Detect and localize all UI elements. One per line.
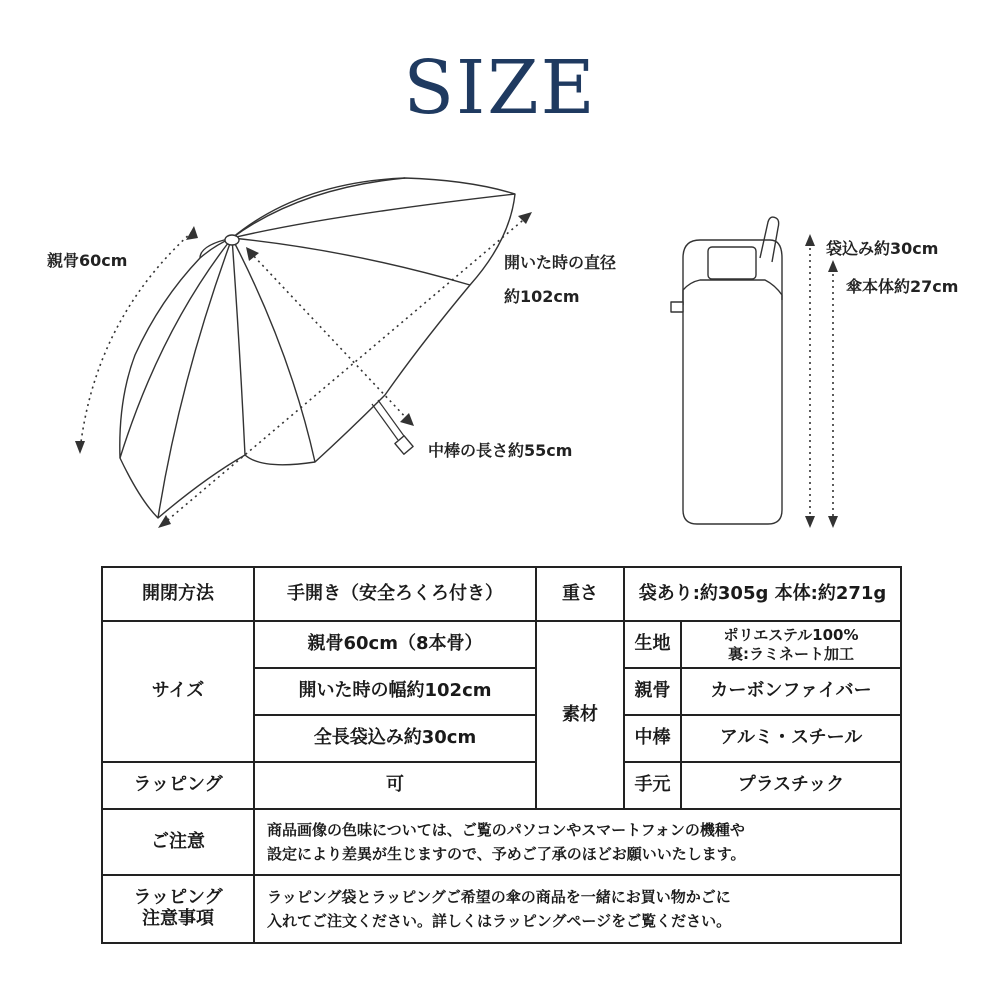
fabric-value-line1: ポリエステル100% <box>723 625 859 644</box>
wrap-notes-line2: 入れてご注文ください。詳しくはラッピングページをご覧ください。 <box>267 912 732 930</box>
wrap-notes-label <box>102 875 254 943</box>
wrap-notes-line1: ラッピング袋とラッピングご希望の傘の商品を一緒にお買い物かごに <box>267 888 731 906</box>
diameter-label-line2: 約102cm <box>504 287 580 306</box>
umbrella-icon <box>120 178 515 518</box>
shaft-length-arrow <box>250 252 410 422</box>
size-width-value: 開いた時の幅約102cm <box>254 668 536 715</box>
material-label: 素材 <box>536 621 624 809</box>
notice-line1: 商品画像の色味については、ご覧のパソコンやスマートフォンの機種や <box>267 821 745 839</box>
wrapping-value: 可 <box>254 762 536 809</box>
wrap-notes-label-line2: 注意事項 <box>142 908 214 929</box>
shaft-material-value: アルミ・スチール <box>681 715 901 762</box>
with-bag-label: 袋込み約30cm <box>826 239 939 258</box>
table-row <box>102 621 901 668</box>
open-method-value: 手開き（安全ろくろ付き） <box>254 567 536 621</box>
handle-material-value: プラスチック <box>681 762 901 809</box>
size-label: サイズ <box>102 621 254 762</box>
page-title: SIZE <box>403 45 597 131</box>
notice-line2: 設定により差異が生じますので、予めご了承のほどお願いいたします。 <box>267 845 746 863</box>
wrap-notes-text <box>254 875 901 943</box>
weight-label: 重さ <box>536 567 624 621</box>
body-length-label: 傘本体約27cm <box>846 277 959 296</box>
rib-material-value: カーボンファイバー <box>681 668 901 715</box>
wrap-notes-label-line1: ラッピング <box>133 887 223 909</box>
shaft-length-label: 中棒の長さ約55cm <box>428 441 573 460</box>
diameter-arrow <box>163 216 528 524</box>
notice-label: ご注意 <box>102 809 254 875</box>
size-length-value: 全長袋込み約30cm <box>254 715 536 762</box>
folded-umbrella-icon <box>671 217 782 524</box>
spec-table <box>101 566 902 944</box>
size-rib-value: 親骨60cm（8本骨） <box>254 621 536 668</box>
fabric-label: 生地 <box>624 621 681 668</box>
fabric-value <box>681 621 901 668</box>
diameter-label-line1: 開いた時の直径 <box>504 253 617 272</box>
rib-length-label: 親骨60cm <box>47 251 128 270</box>
open-method-label: 開閉方法 <box>102 567 254 621</box>
fabric-value-line2: 裏:ラミネート加工 <box>728 644 854 663</box>
notice-text <box>254 809 901 875</box>
handle-material-label: 手元 <box>624 762 681 809</box>
wrapping-label: ラッピング <box>102 762 254 809</box>
weight-value: 袋あり:約305g 本体:約271g <box>624 567 901 621</box>
shaft-material-label: 中棒 <box>624 715 681 762</box>
table-row <box>102 567 901 621</box>
table-row <box>102 875 901 943</box>
rib-material-label: 親骨 <box>624 668 681 715</box>
table-row <box>102 809 901 875</box>
table-row <box>102 762 901 809</box>
